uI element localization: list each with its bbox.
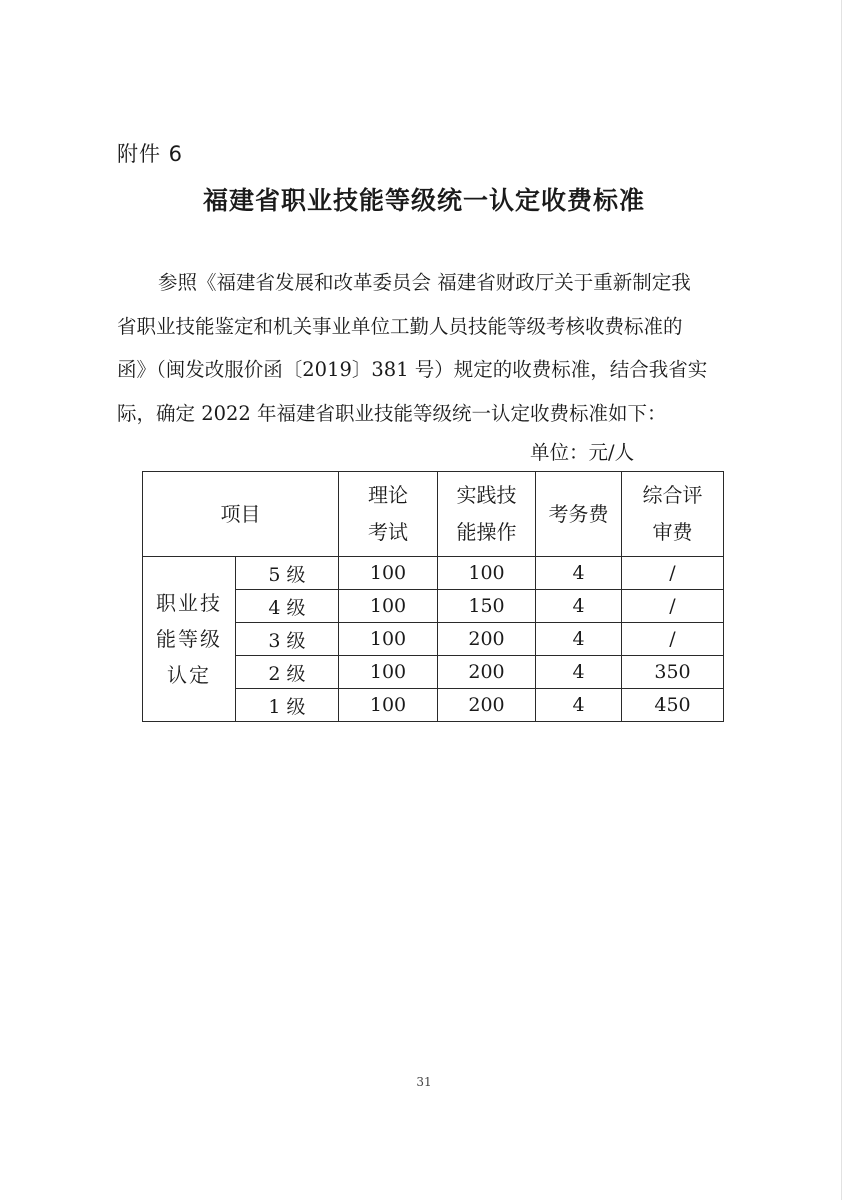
header-comprehensive-review-fee: 综合评 审费	[622, 472, 724, 557]
unit-label: 单位：元/人	[530, 441, 635, 464]
fee-table	[142, 471, 724, 722]
review-fee-cell: /	[622, 590, 724, 623]
page-edge-line	[841, 0, 842, 1200]
header-theory-exam: 理论 考试	[339, 472, 438, 557]
paragraph-line-4: 际，确定 2022 年福建省职业技能等级统一认定收费标准如下：	[117, 402, 667, 425]
level-cell: 1 级	[236, 689, 339, 722]
theory-cell: 100	[339, 689, 438, 722]
header-item: 项目	[143, 472, 339, 557]
category-cell: 职业技 能等级 认定	[143, 557, 236, 722]
practical-cell: 200	[438, 623, 536, 656]
table-header-row	[143, 472, 724, 557]
level-cell: 4 级	[236, 590, 339, 623]
page-number: 31	[416, 1075, 432, 1089]
attachment-label: 附件 6	[117, 142, 184, 166]
paragraph-line-1: 参照《福建省发展和改革委员会 福建省财政厅关于重新制定我	[158, 271, 691, 294]
paragraph-line-3: 函》（闽发改服价函〔2019〕381 号）规定的收费标准，结合我省实	[117, 358, 708, 381]
review-fee-cell: /	[622, 557, 724, 590]
review-fee-cell: 350	[622, 656, 724, 689]
service-fee-cell: 4	[536, 557, 622, 590]
service-fee-cell: 4	[536, 689, 622, 722]
theory-cell: 100	[339, 590, 438, 623]
theory-cell: 100	[339, 656, 438, 689]
level-cell: 3 级	[236, 623, 339, 656]
practical-cell: 200	[438, 689, 536, 722]
practical-cell: 100	[438, 557, 536, 590]
header-exam-service-fee: 考务费	[536, 472, 622, 557]
service-fee-cell: 4	[536, 656, 622, 689]
review-fee-cell: /	[622, 623, 724, 656]
practical-cell: 200	[438, 656, 536, 689]
level-cell: 2 级	[236, 656, 339, 689]
level-cell: 5 级	[236, 557, 339, 590]
theory-cell: 100	[339, 557, 438, 590]
header-practical-operation: 实践技 能操作	[438, 472, 536, 557]
table-row	[143, 557, 724, 590]
practical-cell: 150	[438, 590, 536, 623]
service-fee-cell: 4	[536, 623, 622, 656]
document-title: 福建省职业技能等级统一认定收费标准	[202, 186, 645, 215]
review-fee-cell: 450	[622, 689, 724, 722]
service-fee-cell: 4	[536, 590, 622, 623]
theory-cell: 100	[339, 623, 438, 656]
paragraph-line-2: 省职业技能鉴定和机关事业单位工勤人员技能等级考核收费标准的	[117, 315, 683, 338]
